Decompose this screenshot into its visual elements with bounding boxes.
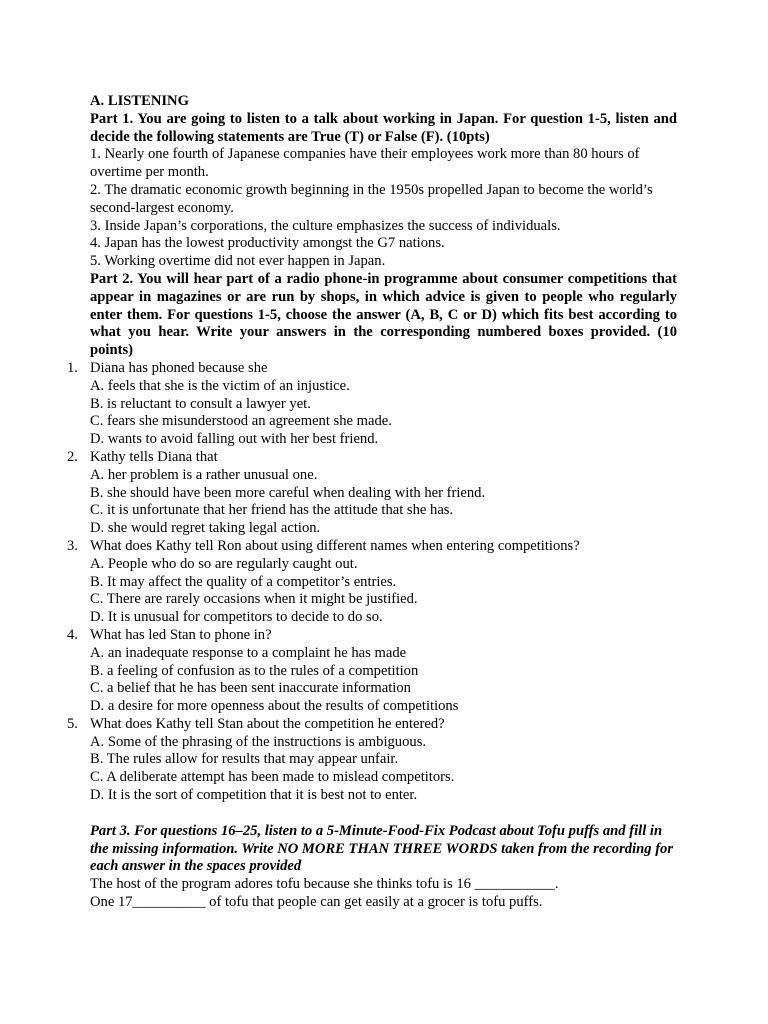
answer-option: C. a belief that he has been sent inaccurate information <box>90 680 411 697</box>
answer-option: B. she should have been more careful when dealing with her friend. <box>90 484 486 501</box>
part1-statement: 1. Nearly one fourth of Japanese companies have their employees work more than 80 hours of overtime per month. <box>90 146 640 181</box>
answer-option: D. It is unusual for competitors to decide to do so. <box>90 609 383 626</box>
part1-statements <box>90 146 677 271</box>
question-number: 2. <box>67 448 78 465</box>
part1-statement: 5. Working overtime did not ever happen in Japan. <box>90 253 386 270</box>
part1-statement: 2. The dramatic economic growth beginning in the 1950s propelled Japan to become the world’s second-largest economy. <box>90 181 653 216</box>
part2-question <box>67 359 677 449</box>
answer-option: C. A deliberate attempt has been made to mislead competitors. <box>90 769 455 786</box>
question-number: 3. <box>67 537 78 554</box>
question-number: 4. <box>67 626 78 643</box>
part2-question <box>67 448 677 538</box>
answer-option: B. is reluctant to consult a lawyer yet. <box>90 395 311 412</box>
answer-option: B. The rules allow for results that may appear unfair. <box>90 751 399 768</box>
answer-option: D. wants to avoid falling out with her best friend. <box>90 431 379 448</box>
question-stem: Kathy tells Diana that <box>90 448 218 465</box>
part2-question <box>67 537 677 627</box>
question-stem: What has led Stan to phone in? <box>90 626 272 643</box>
answer-option: A. an inadequate response to a complaint he has made <box>90 644 407 661</box>
exam-page <box>67 93 677 912</box>
answer-option: D. It is the sort of competition that it is best not to enter. <box>90 787 418 804</box>
part3-heading: Part 3. For questions 16‒25, listen to a 5-Minute-Food-Fix Podcast about Tofu puffs and fill in the missing information. Write NO MORE THAN THREE WORDS taken from the recording for each answer in the spaces provided <box>90 822 674 875</box>
answer-option: C. it is unfortunate that her friend has the attitude that she has. <box>90 502 454 519</box>
gap-fill-line: The host of the program adores tofu because she thinks tofu is 16 ___________. <box>90 876 559 893</box>
part2-heading: Part 2. You will hear part of a radio phone-in programme about consumer competitions that appear in magazines or are run by shops, in which advice is given to people who regularly enter them. For questions 1-5, choose the answer (A, B, C or D) which fits best according to what you hear. Write your answers in the corresponding numbered boxes provided. (10 points) <box>90 270 677 359</box>
gap-fill-line: One 17__________ of tofu that people can get easily at a grocer is tofu puffs. <box>90 894 543 911</box>
part2-question <box>67 626 677 716</box>
question-number: 5. <box>67 715 78 732</box>
answer-option: C. There are rarely occasions when it might be justified. <box>90 591 418 608</box>
question-stem: What does Kathy tell Ron about using different names when entering competitions? <box>90 537 580 554</box>
question-stem: What does Kathy tell Stan about the competition he entered? <box>90 715 445 732</box>
part1-statement: 4. Japan has the lowest productivity amongst the G7 nations. <box>90 235 445 252</box>
answer-option: A. Some of the phrasing of the instructions is ambiguous. <box>90 733 427 750</box>
answer-option: A. feels that she is the victim of an injustice. <box>90 377 350 394</box>
part2-question <box>67 715 677 805</box>
answer-option: A. her problem is a rather unusual one. <box>90 466 318 483</box>
answer-option: A. People who do so are regularly caught out. <box>90 555 358 572</box>
part1-statement: 3. Inside Japan’s corporations, the culture emphasizes the success of individuals. <box>90 217 561 234</box>
answer-option: C. fears she misunderstood an agreement she made. <box>90 413 392 430</box>
part1-heading: Part 1. You are going to listen to a talk about working in Japan. For question 1-5, listen and decide the following statements are True (T) or False (F). (10pts) <box>90 110 677 145</box>
answer-option: B. a feeling of confusion as to the rules of a competition <box>90 662 419 679</box>
question-number: 1. <box>67 359 78 376</box>
question-stem: Diana has phoned because she <box>90 359 268 376</box>
paragraph-spacer <box>90 805 677 823</box>
answer-option: B. It may affect the quality of a competitor’s entries. <box>90 573 397 590</box>
answer-option: D. a desire for more openness about the results of competitions <box>90 698 459 715</box>
answer-option: D. she would regret taking legal action. <box>90 520 321 537</box>
section-title: A. LISTENING <box>90 93 189 109</box>
